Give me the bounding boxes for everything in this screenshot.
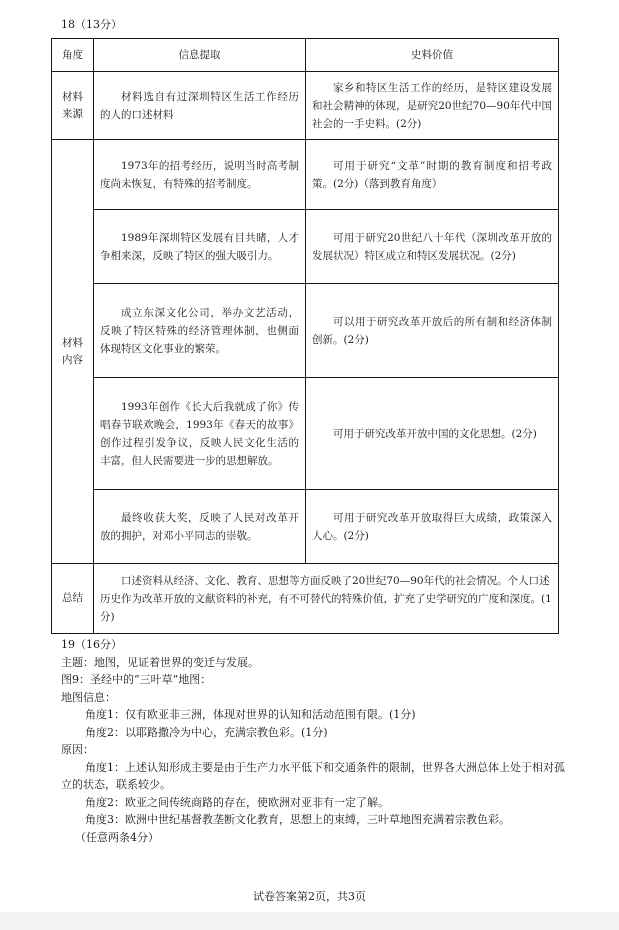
- info-content-4-text: 1993年创作《长大后我就成了你》传唱春节联欢晚会，1993年《春天的故事》创作过程引发争议，反映人民文化生活的丰富，但人民需要进一步的思想解放。: [100, 400, 299, 467]
- value-content-5-text: 可用于研究改革开放取得巨大成绩，政策深入人心。(2分): [312, 511, 552, 542]
- info-content-2-text: 1989年深圳特区发展有目共睹，人才争相来深，反映了特区的强大吸引力。: [100, 231, 299, 262]
- info-content-3-text: 成立东深文化公司，举办文艺活动，反映了特区特殊的经济管理体制，也侧面体现特区文化事业的繁荣。: [100, 306, 299, 355]
- map-info-label: 地图信息：: [61, 690, 116, 704]
- value-content-3-text: 可以用于研究改革开放后的所有制和经济体制创新。(2分): [312, 315, 552, 346]
- value-content-1: [306, 140, 559, 210]
- value-source-text: 家乡和特区生活工作的经历，是特区建设发展和社会精神的体现，是研究20世纪70—90年代中国社会的一手史料。(2分): [312, 81, 552, 130]
- bottom-band: [0, 912, 619, 930]
- value-content-3: [306, 284, 559, 378]
- table-row-summary: [52, 564, 559, 634]
- reason-2: 角度2：欧亚之间传统商路的存在，使欧洲对亚非有一定了解。: [85, 795, 389, 809]
- value-content-5: [306, 490, 559, 564]
- info-content-5-text: 最终收获大奖，反映了人民对改革开放的拥护，对邓小平同志的崇敬。: [100, 511, 299, 542]
- table-row-content-4: [52, 378, 559, 490]
- page-footer: 试卷答案第2页，共3页: [253, 890, 366, 903]
- angle-source-label: 材料来源: [61, 90, 83, 120]
- question-19-section: [61, 636, 571, 846]
- info-source: [94, 72, 306, 140]
- info-content-1-text: 1973年的招考经历，说明当时高考制度尚未恢复，有特殊的招考制度。: [100, 159, 299, 190]
- value-source: [306, 72, 559, 140]
- reason-3: 角度3：欧洲中世纪基督教垄断文化教育，思想上的束缚，三叶草地图充满着宗教色彩。: [85, 813, 510, 826]
- table-row-content-2: [52, 210, 559, 284]
- info-content-1: [94, 140, 306, 210]
- angle-content: [52, 140, 94, 564]
- header-value: 史料价值: [306, 39, 559, 72]
- table-header-row: [52, 39, 559, 72]
- value-content-1-text: 可用于研究“文革”时期的教育制度和招考政策。(2分)（落到教育角度）: [312, 159, 552, 190]
- table-row-content-3: [52, 284, 559, 378]
- info-content-2: [94, 210, 306, 284]
- map-info-1: 角度1：仅有欧亚非三洲，体现对世界的认知和活动范围有限。(1分): [85, 708, 416, 721]
- reasons-label: 原因：: [61, 743, 94, 756]
- scoring-note: （任意两条4分）: [75, 830, 159, 844]
- question-18-heading: 18（13分）: [61, 18, 122, 31]
- summary-text: 口述资料从经济、文化、教育、思想等方面反映了20世纪70—90年代的社会情况。个人口述历史作为改革开放的文献资料的补充，有不可替代的特殊价值，扩充了史学研究的广度和深度。(1分): [100, 574, 552, 623]
- table-row-source: [52, 72, 559, 140]
- info-content-4: [94, 378, 306, 490]
- question-19-figure: 图9：圣经中的“三叶草”地图：: [61, 673, 212, 686]
- table-row-content-5: [52, 490, 559, 564]
- info-source-text: 材料选自有过深圳特区生活工作经历的人的口述材料: [100, 90, 299, 121]
- info-content-5: [94, 490, 306, 564]
- value-content-2: [306, 210, 559, 284]
- header-angle: 角度: [52, 39, 94, 72]
- summary-cell: [94, 564, 559, 634]
- info-content-3: [94, 284, 306, 378]
- angle-summary: 总结: [52, 564, 94, 634]
- angle-source: [52, 72, 94, 140]
- table-row-content-1: [52, 140, 559, 210]
- map-info-2: 角度2：以耶路撒冷为中心，充满宗教色彩。(1分): [85, 725, 328, 739]
- question-18-table: [51, 38, 559, 634]
- angle-content-label: 材料内容: [61, 336, 83, 366]
- question-19-theme: 主题：地图，见证着世界的变迁与发展。: [61, 655, 259, 669]
- value-content-4-text: 可用于研究改革开放中国的文化思想。(2分): [333, 427, 537, 440]
- reason-1: 角度1：上述认知形成主要是由于生产力水平低下和交通条件的限制，世界各大洲总体上处于相对孤立的状态，联系较少。: [61, 760, 565, 791]
- question-19-heading: 19（16分）: [61, 638, 122, 651]
- header-info: 信息提取: [94, 39, 306, 72]
- value-content-2-text: 可用于研究20世纪八十年代（深圳改革开放的发展状况）特区成立和特区发展状况。(2分): [312, 231, 552, 262]
- value-content-4: [306, 378, 559, 490]
